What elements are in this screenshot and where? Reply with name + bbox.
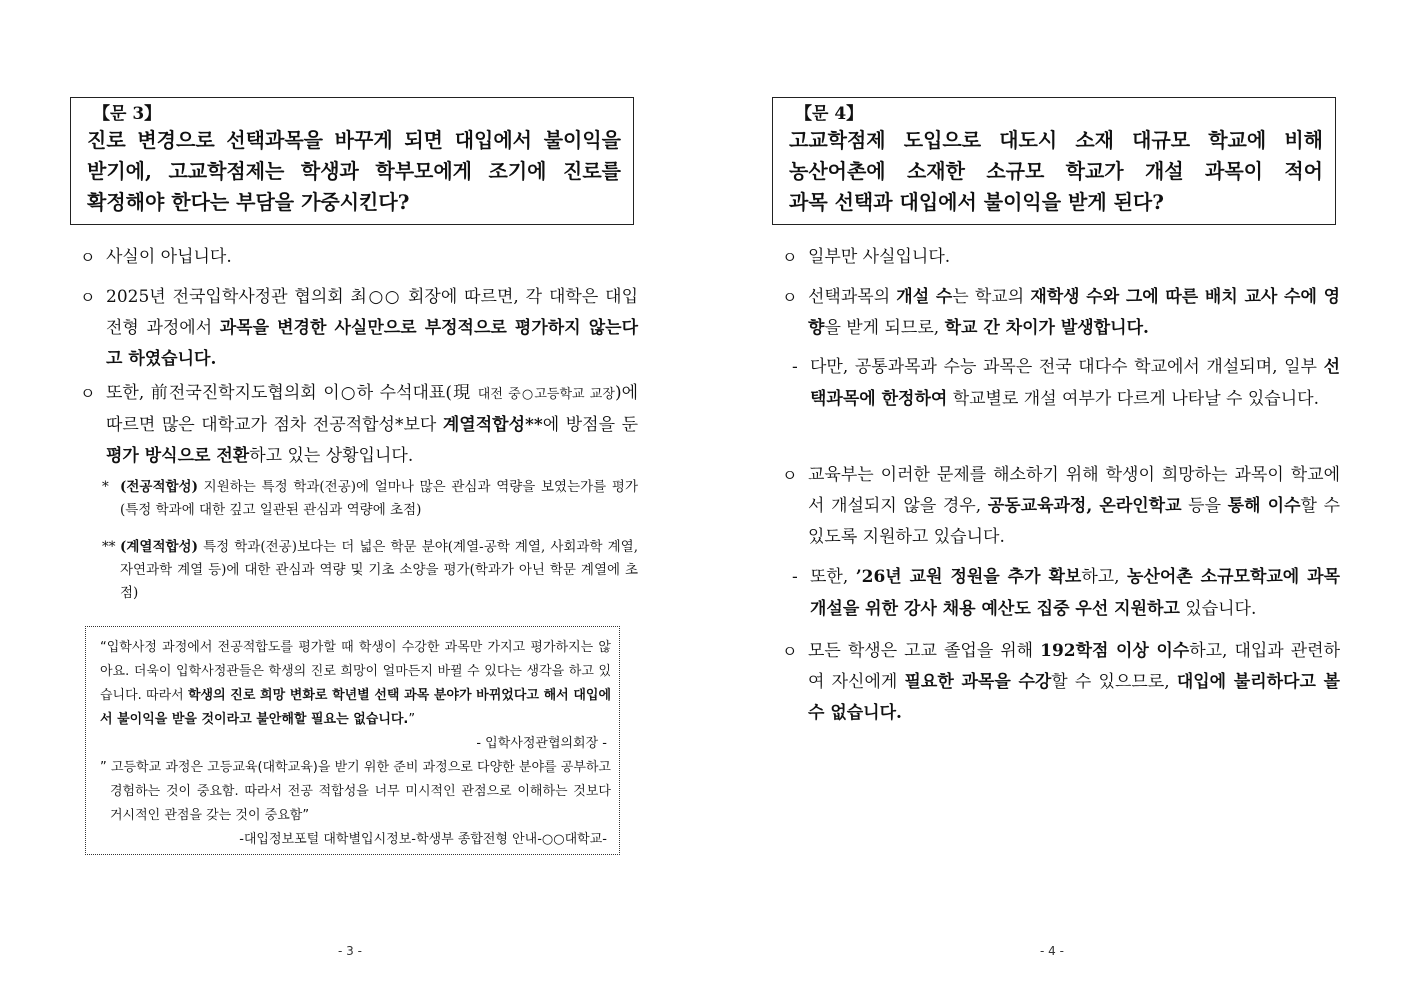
- paragraph-text: 교육부는 이러한 문제를 해소하기 위해 학생이 희망하는 과목이 학교에서 개설되지 않을 경우,: [808, 465, 1340, 516]
- quote-bold: 학생의 진로 희망 변화로 학년별 선택 과목 분야가 바뀌었다고 해서 대입에서 불이익을 받을 것이라고 불안해할 필요는 없습니다.: [100, 688, 612, 727]
- bullet-ministry-support: [780, 460, 1340, 553]
- paragraph-text: 을 받게 되므로,: [824, 318, 945, 338]
- paragraph-text: 다만, 공통과목과 수능 과목은 전국 대다수 학교에서 개설되며, 일부: [810, 357, 1324, 377]
- bullet-graduation-credits: [780, 636, 1340, 729]
- page-number: - 3 -: [338, 944, 362, 958]
- bullet-mark: ㅇ: [80, 384, 96, 403]
- paragraph-bold: 개설 수: [896, 287, 953, 307]
- paragraph-bold: 선택과목에 한정하여: [810, 357, 1340, 409]
- paragraph-text: 하고, 대입과 관련하여 자신에게: [808, 641, 1341, 692]
- paragraph-text: 또한,: [810, 567, 856, 587]
- question-line-2: 받기에, 고교학점제는 학생과 학부모에게 조기에 진로를: [87, 159, 621, 183]
- dash-mark: -: [792, 567, 798, 587]
- question-line-2: 농산어촌에 소재한 소규모 학교가 개설 과목이 적어: [789, 159, 1323, 183]
- question-box-3: [70, 97, 634, 225]
- paragraph-bold: 학교 간 차이가 발생합니다.: [944, 318, 1149, 338]
- bullet-mark: ㅇ: [80, 248, 96, 267]
- dash-mark: -: [792, 357, 798, 377]
- paragraph-text: 학교별로 개설 여부가 다르게 나타날 수 있습니다.: [947, 389, 1319, 409]
- page-3: [0, 0, 700, 992]
- paragraph-text: 할 수 있도록 지원하고 있습니다.: [808, 496, 1341, 547]
- quote-2-source: -대입정보포털 대학별입시정보-학생부 종합전형 안내-○○대학교-: [239, 832, 607, 847]
- footnote-major-fit: [100, 476, 638, 522]
- answer-text: 일부만 사실입니다.: [808, 247, 951, 267]
- page-number: - 4 -: [1040, 944, 1064, 958]
- bullet-mark: ㅇ: [80, 288, 96, 307]
- paragraph-small: 대전 중○고등학교 교장: [477, 387, 615, 402]
- paragraph-text: 할 수 있으므로,: [1051, 672, 1177, 692]
- dash-teacher-quota: [786, 561, 1340, 625]
- paragraph-bold: 필요한 과목을 수강: [904, 672, 1052, 692]
- bullet-guidance-council: [78, 378, 638, 472]
- question-line-3: 확정해야 한다는 부담을 가중시킨다?: [87, 190, 410, 214]
- paragraph-text: 등을: [1181, 496, 1228, 516]
- footnote-text: 지원하는 특정 학과(전공)에 얼마나 많은 관심과 역량을 보였는가를 평가 (특정 학과에 대한 깊고 일관된 관심과 역량에 초점): [120, 479, 638, 518]
- footnote-term: (전공적합성): [120, 479, 198, 495]
- paragraph-text: 하고 있는 상황입니다.: [249, 446, 414, 466]
- question-text: [87, 125, 621, 218]
- page-4: [702, 0, 1402, 992]
- paragraph-bold: 평가 방식으로 전환: [106, 446, 250, 466]
- bullet-answer: [78, 242, 638, 273]
- paragraph-bold: 과목을 변경한 사실만으로 부정적으로 평가하지 않는다고 하였습니다.: [106, 318, 638, 369]
- paragraph-text: 선택과목의: [808, 287, 897, 307]
- dash-common-courses: [786, 351, 1340, 415]
- question-line-1: 고교학점제 도입으로 대도시 소재 대규모 학교에 비해: [789, 128, 1323, 152]
- paragraph-bold: 농산어촌 소규모학교에 과목 개설을 위한 강사 채용 예산도 집중 우선 지원하고: [810, 567, 1341, 619]
- bullet-mark: ㅇ: [782, 466, 798, 485]
- question-line-1: 진로 변경으로 선택과목을 바꾸게 되면 대입에서 불이익을: [87, 128, 621, 152]
- question-label: 【문 4】: [795, 104, 864, 124]
- question-box-4: [772, 97, 1336, 225]
- paragraph-bold: 192학점 이상 이수: [1040, 641, 1190, 661]
- footnote-mark: *: [102, 479, 109, 495]
- footnote-term: (계열적합성): [120, 539, 198, 555]
- quote-1: [100, 636, 611, 732]
- answer-text: 사실이 아닙니다.: [106, 247, 232, 267]
- paragraph-text: 는 학교의: [952, 287, 1031, 307]
- paragraph-bold: 계열적합성**: [442, 415, 543, 435]
- question-label: 【문 3】: [93, 104, 162, 124]
- bullet-answer: [780, 242, 1340, 273]
- paragraph-bold: 대입에 불리하다고 볼 수 없습니다.: [808, 672, 1341, 723]
- paragraph-bold: 공동교육과정, 온라인학교: [987, 496, 1182, 516]
- paragraph-text: 또한, 前전국진학지도협의회 이○하 수석대표(現: [106, 383, 478, 403]
- bullet-mark: ㅇ: [782, 642, 798, 661]
- question-line-3: 과목 선택과 대입에서 불이익을 받게 된다?: [789, 190, 1164, 214]
- quote-box: [85, 626, 620, 855]
- quote-1-source: - 입학사정관협의회장 -: [476, 736, 607, 751]
- question-text: [789, 125, 1323, 218]
- paragraph-text: 있습니다.: [1179, 599, 1257, 619]
- bullet-mark: ㅇ: [782, 288, 798, 307]
- quote-text: “입학사정 과정에서 전공적합도를 평가할 때 학생이 수강한 과목만 가지고 평가하지는 않아요. 더욱이 입학사정관들은 학생의 진로 희망이 얼마든지 바뀔 수 있다는 생각을 하고 있습니다. 따라서: [100, 640, 611, 703]
- paragraph-bold: 재학생 수와 그에 따른 배치 교사 수에 영향: [808, 287, 1340, 338]
- bullet-mark: ㅇ: [782, 248, 798, 267]
- paragraph-text: 하고,: [1081, 567, 1128, 587]
- quote-close: ”: [408, 712, 416, 727]
- footnote-field-fit: [100, 536, 638, 605]
- paragraph-text: 2025년 전국입학사정관 협의회 최○○ 회장에 따르면, 각 대학은 대입전형 과정에서: [106, 287, 638, 338]
- paragraph-text: 에 방점을 둔: [542, 415, 638, 435]
- bullet-course-count: [780, 282, 1340, 344]
- paragraph-text: 모든 학생은 고교 졸업을 위해: [808, 641, 1041, 661]
- quote-2: ” 고등학교 과정은 고등교육(대학교육)을 받기 위한 준비 과정으로 다양한 분야를 공부하고 경험하는 것이 중요함. 따라서 전공 적합성을 너무 미시적인 관점으로 이해하는 것보다 거시적인 관점을 갖는 것이 중요함”: [100, 760, 611, 823]
- bullet-admission-council: [78, 282, 638, 375]
- paragraph-bold: 통해 이수: [1227, 496, 1301, 516]
- footnote-text: 특정 학과(전공)보다는 더 넓은 학문 분야(계열-공학 계열, 사회과학 계열, 자연과학 계열 등)에 대한 관심과 역량 및 기초 소양을 평가(학과가 아닌 학문 계열에 초점): [120, 539, 638, 601]
- footnote-mark: **: [102, 539, 116, 555]
- paragraph-text: )에 따르면 많은 대학교가 점차 전공적합성*보다: [106, 383, 638, 435]
- paragraph-bold: ’26년 교원 정원을 추가 확보: [855, 567, 1082, 587]
